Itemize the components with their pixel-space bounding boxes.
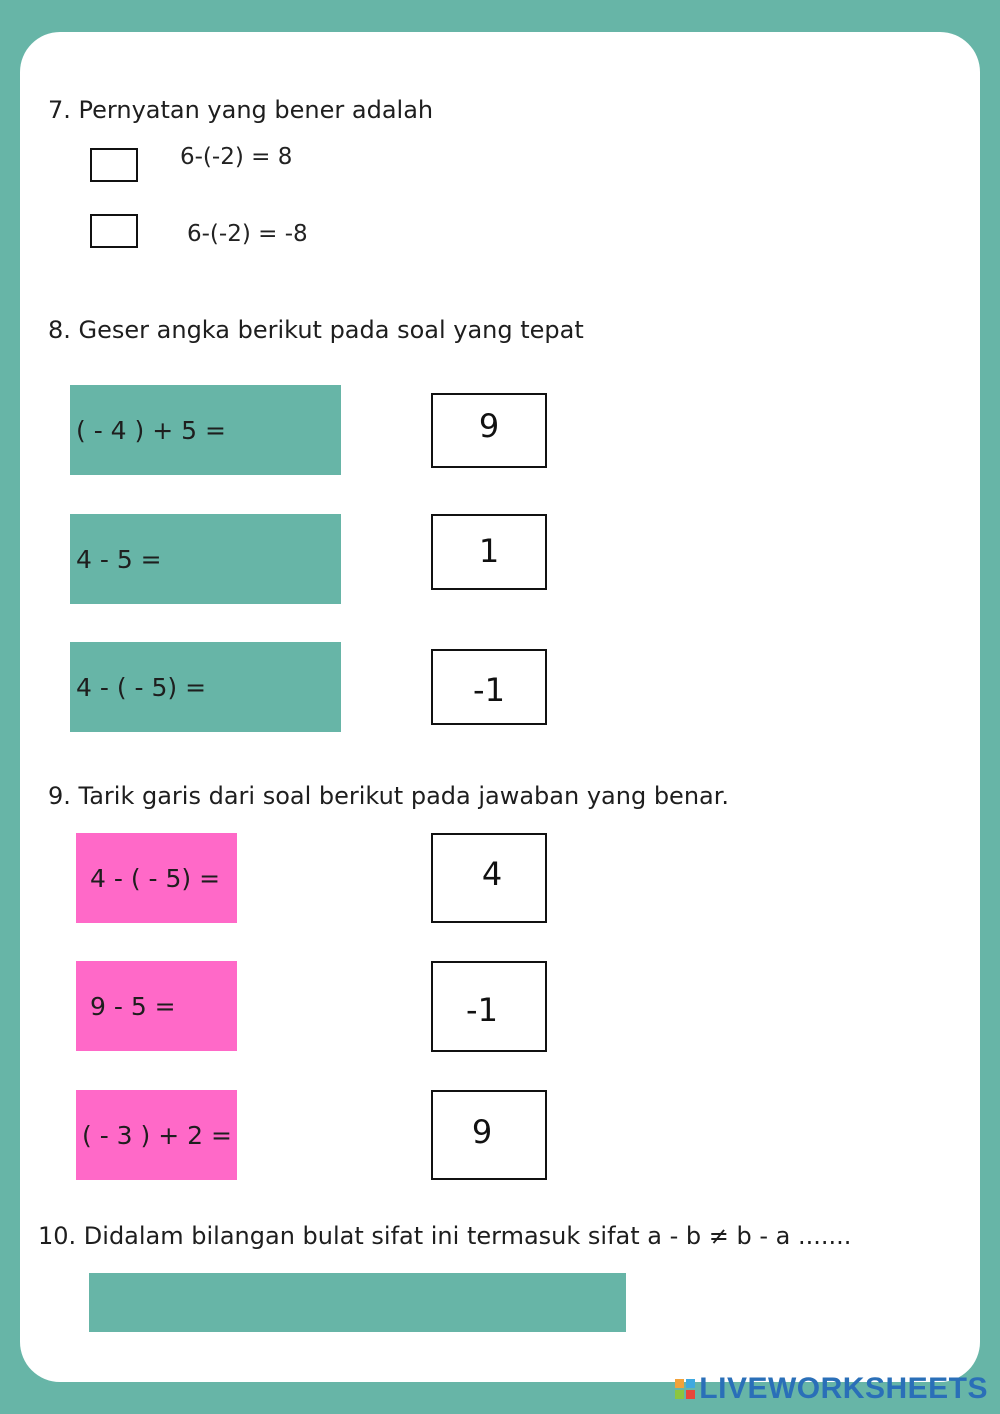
q8-problem-card bbox=[70, 385, 341, 475]
q7-option-2-label: 6-(-2) = -8 bbox=[187, 221, 308, 247]
q7-option-1-checkbox[interactable] bbox=[90, 148, 138, 182]
q9-problem-text: 4 - ( - 5) = bbox=[90, 863, 221, 893]
q8-draggable-answer[interactable]: 1 bbox=[431, 514, 547, 590]
question-8-text: 8. Geser angka berikut pada soal yang tepat bbox=[48, 316, 584, 344]
q8-problem-text: ( - 4 ) + 5 = bbox=[76, 415, 226, 445]
q9-answer-box[interactable]: -1 bbox=[431, 961, 547, 1052]
q9-problem-card[interactable] bbox=[76, 961, 237, 1051]
q7-option-1-label: 6-(-2) = 8 bbox=[180, 144, 293, 170]
q9-problem-card[interactable] bbox=[76, 833, 237, 923]
q9-problem-card[interactable] bbox=[76, 1090, 237, 1180]
q8-problem-text: 4 - 5 = bbox=[76, 544, 162, 574]
q9-answer-box[interactable]: 9 bbox=[431, 1090, 547, 1180]
q9-answer-box[interactable]: 4 bbox=[431, 833, 547, 923]
q8-draggable-answer[interactable]: -1 bbox=[431, 649, 547, 725]
question-10-text: 10. Didalam bilangan bulat sifat ini termasuk sifat a - b ≠ b - a ....... bbox=[38, 1222, 852, 1250]
q10-answer-field[interactable] bbox=[89, 1273, 626, 1332]
liveworksheets-mark-icon bbox=[675, 1379, 695, 1399]
q8-problem-card bbox=[70, 642, 341, 732]
question-7-text: 7. Pernyatan yang bener adalah bbox=[48, 96, 434, 124]
q9-problem-text: 9 - 5 = bbox=[90, 991, 176, 1021]
q9-problem-text: ( - 3 ) + 2 = bbox=[82, 1120, 232, 1150]
q7-option-2-checkbox[interactable] bbox=[90, 214, 138, 248]
liveworksheets-logo bbox=[675, 1372, 988, 1406]
q8-draggable-answer[interactable]: 9 bbox=[431, 393, 547, 468]
brand-name: LIVEWORKSHEETS bbox=[699, 1372, 988, 1405]
q8-problem-card bbox=[70, 514, 341, 604]
question-9-text: 9. Tarik garis dari soal berikut pada jawaban yang benar. bbox=[48, 782, 730, 810]
q8-problem-text: 4 - ( - 5) = bbox=[76, 672, 207, 702]
